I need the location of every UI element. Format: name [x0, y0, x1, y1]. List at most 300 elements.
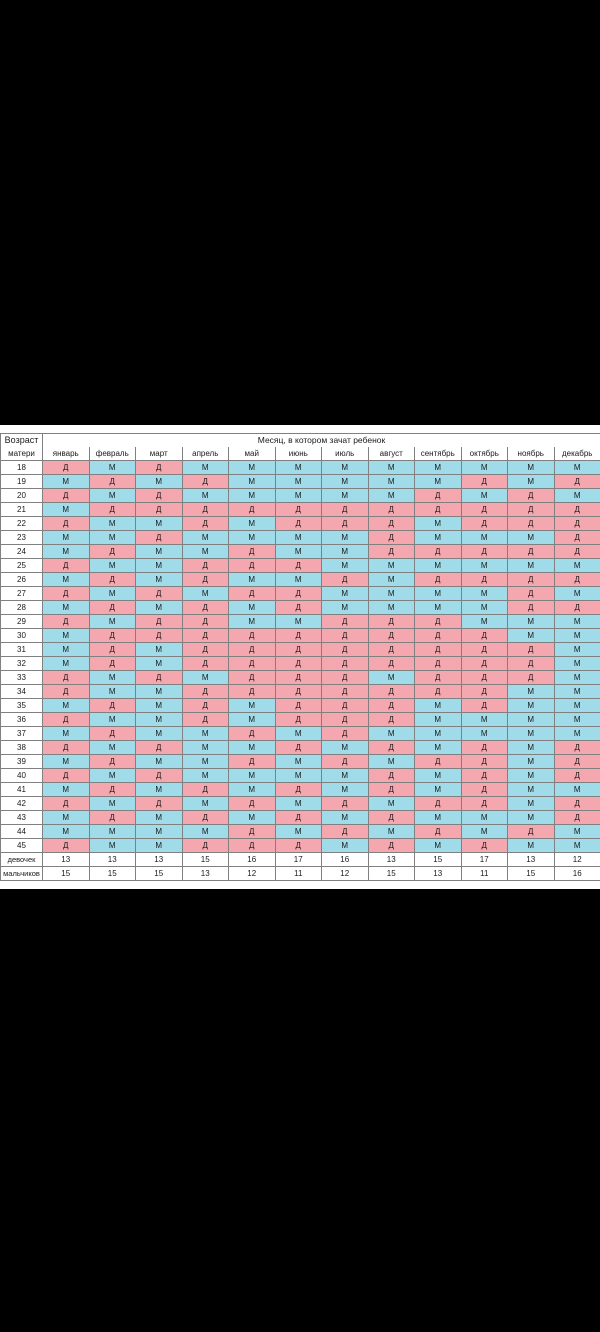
prediction-cell: М	[89, 461, 136, 475]
prediction-cell: Д	[415, 825, 462, 839]
prediction-cell: Д	[43, 839, 90, 853]
prediction-cell: М	[508, 699, 555, 713]
prediction-cell: Д	[554, 811, 600, 825]
table-row	[1, 811, 600, 825]
prediction-cell: М	[368, 559, 415, 573]
prediction-cell: М	[275, 615, 322, 629]
prediction-cell: М	[415, 587, 462, 601]
prediction-cell: Д	[508, 657, 555, 671]
prediction-cell: Д	[461, 685, 508, 699]
banner-conception-month: Месяц, в котором зачат ребенок	[43, 434, 600, 448]
prediction-cell: М	[508, 741, 555, 755]
conception-calendar-sheet	[0, 425, 600, 889]
prediction-cell: Д	[43, 713, 90, 727]
prediction-cell: М	[89, 685, 136, 699]
prediction-cell: М	[368, 573, 415, 587]
prediction-cell: М	[182, 587, 229, 601]
prediction-cell: Д	[275, 713, 322, 727]
corner-label-age: Возраст	[1, 434, 43, 448]
prediction-cell: Д	[229, 643, 276, 657]
table-row	[1, 503, 600, 517]
prediction-cell: Д	[182, 475, 229, 489]
prediction-cell: Д	[229, 797, 276, 811]
prediction-cell: М	[322, 811, 369, 825]
prediction-cell: М	[368, 797, 415, 811]
prediction-cell: Д	[182, 559, 229, 573]
prediction-cell: Д	[229, 545, 276, 559]
totals-value: 15	[89, 867, 136, 881]
prediction-cell: М	[89, 741, 136, 755]
month-header-5: май	[229, 447, 276, 461]
age-cell: 38	[1, 741, 43, 755]
table-row	[1, 755, 600, 769]
prediction-cell: Д	[368, 643, 415, 657]
prediction-cell: М	[43, 531, 90, 545]
prediction-cell: М	[415, 559, 462, 573]
prediction-cell: М	[415, 769, 462, 783]
prediction-cell: М	[136, 727, 183, 741]
prediction-cell: М	[461, 601, 508, 615]
prediction-cell: М	[461, 615, 508, 629]
prediction-cell: М	[229, 531, 276, 545]
prediction-cell: М	[43, 811, 90, 825]
prediction-cell: Д	[136, 615, 183, 629]
totals-value: 13	[415, 867, 462, 881]
prediction-cell: М	[136, 685, 183, 699]
age-cell: 40	[1, 769, 43, 783]
prediction-cell: Д	[415, 615, 462, 629]
age-cell: 33	[1, 671, 43, 685]
table-row	[1, 797, 600, 811]
prediction-cell: М	[508, 615, 555, 629]
prediction-cell: Д	[461, 769, 508, 783]
prediction-cell: М	[554, 825, 600, 839]
prediction-cell: Д	[322, 671, 369, 685]
prediction-cell: М	[229, 517, 276, 531]
prediction-cell: Д	[89, 643, 136, 657]
prediction-cell: М	[229, 461, 276, 475]
prediction-cell: М	[43, 573, 90, 587]
totals-value: 17	[275, 853, 322, 867]
totals-value: 11	[461, 867, 508, 881]
prediction-cell: Д	[43, 741, 90, 755]
prediction-cell: Д	[322, 727, 369, 741]
prediction-cell: М	[368, 727, 415, 741]
prediction-cell: Д	[508, 671, 555, 685]
prediction-cell: Д	[275, 643, 322, 657]
prediction-cell: Д	[368, 685, 415, 699]
prediction-cell: Д	[322, 657, 369, 671]
prediction-cell: Д	[43, 461, 90, 475]
prediction-cell: Д	[508, 517, 555, 531]
prediction-cell: М	[415, 727, 462, 741]
prediction-cell: Д	[415, 671, 462, 685]
prediction-cell: Д	[136, 769, 183, 783]
totals-value: 15	[182, 853, 229, 867]
prediction-cell: М	[508, 629, 555, 643]
prediction-cell: М	[89, 587, 136, 601]
prediction-cell: М	[415, 531, 462, 545]
totals-value: 16	[322, 853, 369, 867]
prediction-cell: Д	[229, 657, 276, 671]
prediction-cell: М	[136, 839, 183, 853]
prediction-cell: М	[136, 657, 183, 671]
prediction-cell: М	[415, 461, 462, 475]
prediction-cell: М	[136, 517, 183, 531]
prediction-cell: М	[322, 741, 369, 755]
prediction-cell: М	[229, 573, 276, 587]
prediction-cell: М	[508, 713, 555, 727]
table-row	[1, 615, 600, 629]
prediction-cell: Д	[89, 503, 136, 517]
prediction-cell: М	[182, 671, 229, 685]
header-row-top	[1, 434, 600, 448]
totals-value: 13	[368, 853, 415, 867]
prediction-cell: М	[508, 797, 555, 811]
prediction-cell: Д	[275, 741, 322, 755]
prediction-cell: М	[508, 755, 555, 769]
totals-label: мальчиков	[1, 867, 43, 881]
table-row	[1, 475, 600, 489]
prediction-cell: Д	[89, 545, 136, 559]
table-row	[1, 629, 600, 643]
prediction-cell: М	[182, 531, 229, 545]
prediction-cell: Д	[182, 517, 229, 531]
prediction-cell: М	[461, 811, 508, 825]
totals-value: 16	[554, 867, 600, 881]
prediction-cell: Д	[461, 517, 508, 531]
prediction-cell: М	[368, 755, 415, 769]
prediction-cell: М	[43, 657, 90, 671]
prediction-cell: М	[182, 489, 229, 503]
prediction-cell: Д	[554, 601, 600, 615]
prediction-cell: Д	[368, 531, 415, 545]
prediction-cell: Д	[43, 587, 90, 601]
month-header-12: декабрь	[554, 447, 600, 461]
prediction-cell: М	[89, 825, 136, 839]
table-row	[1, 699, 600, 713]
prediction-cell: М	[182, 727, 229, 741]
prediction-cell: Д	[415, 629, 462, 643]
prediction-cell: Д	[368, 657, 415, 671]
totals-value: 17	[461, 853, 508, 867]
age-cell: 22	[1, 517, 43, 531]
prediction-cell: Д	[275, 839, 322, 853]
age-cell: 30	[1, 629, 43, 643]
month-header-9: сентябрь	[415, 447, 462, 461]
prediction-cell: М	[43, 629, 90, 643]
prediction-cell: М	[322, 489, 369, 503]
prediction-cell: М	[43, 475, 90, 489]
prediction-cell: М	[554, 643, 600, 657]
prediction-cell: М	[415, 475, 462, 489]
prediction-cell: М	[554, 671, 600, 685]
conception-calendar-table	[0, 433, 600, 881]
prediction-cell: М	[89, 671, 136, 685]
prediction-cell: М	[229, 713, 276, 727]
prediction-cell: Д	[182, 685, 229, 699]
prediction-cell: М	[415, 517, 462, 531]
prediction-cell: Д	[275, 811, 322, 825]
totals-value: 15	[508, 867, 555, 881]
prediction-cell: М	[368, 587, 415, 601]
prediction-cell: М	[322, 531, 369, 545]
prediction-cell: Д	[89, 783, 136, 797]
prediction-cell: М	[554, 629, 600, 643]
prediction-cell: Д	[508, 573, 555, 587]
prediction-cell: Д	[508, 503, 555, 517]
prediction-cell: М	[415, 713, 462, 727]
prediction-cell: М	[368, 671, 415, 685]
totals-value: 12	[322, 867, 369, 881]
prediction-cell: Д	[43, 489, 90, 503]
prediction-cell: Д	[368, 839, 415, 853]
prediction-cell: Д	[89, 573, 136, 587]
prediction-cell: Д	[182, 573, 229, 587]
prediction-cell: М	[508, 685, 555, 699]
prediction-cell: М	[182, 545, 229, 559]
prediction-cell: Д	[136, 489, 183, 503]
prediction-cell: Д	[554, 475, 600, 489]
prediction-cell: М	[43, 783, 90, 797]
prediction-cell: Д	[415, 643, 462, 657]
totals-value: 13	[43, 853, 90, 867]
age-cell: 23	[1, 531, 43, 545]
prediction-cell: Д	[322, 685, 369, 699]
prediction-cell: М	[461, 531, 508, 545]
prediction-cell: Д	[275, 699, 322, 713]
prediction-cell: М	[554, 839, 600, 853]
prediction-cell: Д	[229, 503, 276, 517]
prediction-cell: Д	[322, 713, 369, 727]
age-cell: 34	[1, 685, 43, 699]
prediction-cell: М	[89, 517, 136, 531]
prediction-cell: Д	[461, 643, 508, 657]
prediction-cell: Д	[554, 531, 600, 545]
prediction-cell: М	[322, 461, 369, 475]
prediction-cell: Д	[368, 545, 415, 559]
table-row	[1, 489, 600, 503]
prediction-cell: М	[43, 545, 90, 559]
prediction-cell: М	[136, 699, 183, 713]
prediction-cell: Д	[461, 741, 508, 755]
table-row	[1, 643, 600, 657]
prediction-cell: Д	[275, 685, 322, 699]
prediction-cell: Д	[136, 587, 183, 601]
month-header-4: апрель	[182, 447, 229, 461]
table-row	[1, 587, 600, 601]
prediction-cell: М	[461, 713, 508, 727]
prediction-cell: Д	[229, 755, 276, 769]
prediction-cell: М	[136, 755, 183, 769]
prediction-cell: М	[89, 559, 136, 573]
prediction-cell: М	[322, 587, 369, 601]
prediction-cell: М	[368, 461, 415, 475]
prediction-cell: Д	[136, 741, 183, 755]
prediction-cell: М	[43, 601, 90, 615]
prediction-cell: Д	[43, 769, 90, 783]
prediction-cell: Д	[43, 559, 90, 573]
prediction-cell: М	[415, 601, 462, 615]
prediction-cell: Д	[322, 643, 369, 657]
calendar-body	[1, 434, 600, 881]
age-cell: 28	[1, 601, 43, 615]
prediction-cell: Д	[415, 573, 462, 587]
totals-value: 13	[508, 853, 555, 867]
age-cell: 18	[1, 461, 43, 475]
prediction-cell: М	[554, 699, 600, 713]
prediction-cell: М	[415, 839, 462, 853]
prediction-cell: Д	[368, 741, 415, 755]
prediction-cell: Д	[182, 643, 229, 657]
prediction-cell: М	[508, 461, 555, 475]
totals-value: 13	[136, 853, 183, 867]
age-cell: 26	[1, 573, 43, 587]
prediction-cell: М	[136, 643, 183, 657]
prediction-cell: М	[275, 727, 322, 741]
totals-value: 13	[89, 853, 136, 867]
month-header-1: январь	[43, 447, 90, 461]
prediction-cell: Д	[43, 615, 90, 629]
prediction-cell: М	[182, 797, 229, 811]
prediction-cell: Д	[368, 713, 415, 727]
table-row	[1, 517, 600, 531]
age-cell: 20	[1, 489, 43, 503]
prediction-cell: Д	[275, 629, 322, 643]
prediction-cell: Д	[229, 825, 276, 839]
prediction-cell: Д	[229, 559, 276, 573]
prediction-cell: М	[275, 475, 322, 489]
age-cell: 43	[1, 811, 43, 825]
prediction-cell: М	[43, 503, 90, 517]
age-cell: 37	[1, 727, 43, 741]
prediction-cell: Д	[368, 517, 415, 531]
prediction-cell: М	[461, 587, 508, 601]
prediction-cell: М	[508, 475, 555, 489]
prediction-cell: Д	[461, 657, 508, 671]
prediction-cell: М	[43, 727, 90, 741]
prediction-cell: М	[322, 783, 369, 797]
prediction-cell: М	[461, 489, 508, 503]
prediction-cell: Д	[461, 629, 508, 643]
prediction-cell: Д	[229, 727, 276, 741]
table-row	[1, 545, 600, 559]
prediction-cell: Д	[275, 503, 322, 517]
prediction-cell: М	[368, 601, 415, 615]
totals-row	[1, 867, 600, 881]
prediction-cell: М	[136, 559, 183, 573]
prediction-cell: Д	[554, 545, 600, 559]
prediction-cell: Д	[554, 503, 600, 517]
totals-value: 15	[43, 867, 90, 881]
prediction-cell: М	[229, 615, 276, 629]
prediction-cell: М	[554, 657, 600, 671]
prediction-cell: Д	[461, 671, 508, 685]
age-cell: 42	[1, 797, 43, 811]
prediction-cell: М	[229, 601, 276, 615]
prediction-cell: М	[554, 615, 600, 629]
prediction-cell: Д	[89, 657, 136, 671]
table-row	[1, 685, 600, 699]
age-cell: 41	[1, 783, 43, 797]
prediction-cell: М	[508, 559, 555, 573]
table-row	[1, 825, 600, 839]
prediction-cell: М	[229, 489, 276, 503]
prediction-cell: М	[368, 475, 415, 489]
prediction-cell: М	[229, 741, 276, 755]
age-cell: 44	[1, 825, 43, 839]
prediction-cell: М	[275, 825, 322, 839]
prediction-cell: Д	[43, 797, 90, 811]
totals-value: 11	[275, 867, 322, 881]
prediction-cell: М	[136, 545, 183, 559]
prediction-cell: Д	[508, 587, 555, 601]
prediction-cell: Д	[322, 517, 369, 531]
age-cell: 24	[1, 545, 43, 559]
prediction-cell: Д	[554, 797, 600, 811]
prediction-cell: Д	[508, 601, 555, 615]
prediction-cell: Д	[275, 783, 322, 797]
prediction-cell: М	[275, 461, 322, 475]
prediction-cell: Д	[554, 517, 600, 531]
table-row	[1, 783, 600, 797]
prediction-cell: Д	[182, 713, 229, 727]
prediction-cell: Д	[554, 741, 600, 755]
totals-value: 15	[415, 853, 462, 867]
age-cell: 19	[1, 475, 43, 489]
prediction-cell: М	[275, 531, 322, 545]
prediction-cell: Д	[89, 699, 136, 713]
prediction-cell: Д	[89, 601, 136, 615]
prediction-cell: М	[182, 769, 229, 783]
month-header-11: ноябрь	[508, 447, 555, 461]
table-row	[1, 741, 600, 755]
prediction-cell: М	[554, 685, 600, 699]
prediction-cell: Д	[275, 587, 322, 601]
prediction-cell: Д	[275, 601, 322, 615]
prediction-cell: Д	[368, 769, 415, 783]
prediction-cell: Д	[415, 685, 462, 699]
age-cell: 25	[1, 559, 43, 573]
table-row	[1, 713, 600, 727]
prediction-cell: Д	[182, 503, 229, 517]
prediction-cell: Д	[415, 503, 462, 517]
prediction-cell: М	[136, 713, 183, 727]
prediction-cell: Д	[89, 755, 136, 769]
prediction-cell: Д	[461, 573, 508, 587]
prediction-cell: М	[89, 769, 136, 783]
prediction-cell: Д	[136, 629, 183, 643]
table-row	[1, 727, 600, 741]
age-cell: 29	[1, 615, 43, 629]
prediction-cell: М	[508, 531, 555, 545]
prediction-cell: М	[322, 839, 369, 853]
prediction-cell: Д	[461, 503, 508, 517]
prediction-cell: Д	[322, 573, 369, 587]
prediction-cell: М	[43, 699, 90, 713]
prediction-cell: Д	[322, 825, 369, 839]
prediction-cell: М	[461, 825, 508, 839]
prediction-cell: Д	[554, 769, 600, 783]
prediction-cell: М	[275, 573, 322, 587]
prediction-cell: Д	[43, 517, 90, 531]
table-row	[1, 671, 600, 685]
prediction-cell: М	[136, 573, 183, 587]
prediction-cell: М	[368, 825, 415, 839]
prediction-cell: Д	[322, 755, 369, 769]
prediction-cell: М	[229, 699, 276, 713]
prediction-cell: Д	[415, 545, 462, 559]
